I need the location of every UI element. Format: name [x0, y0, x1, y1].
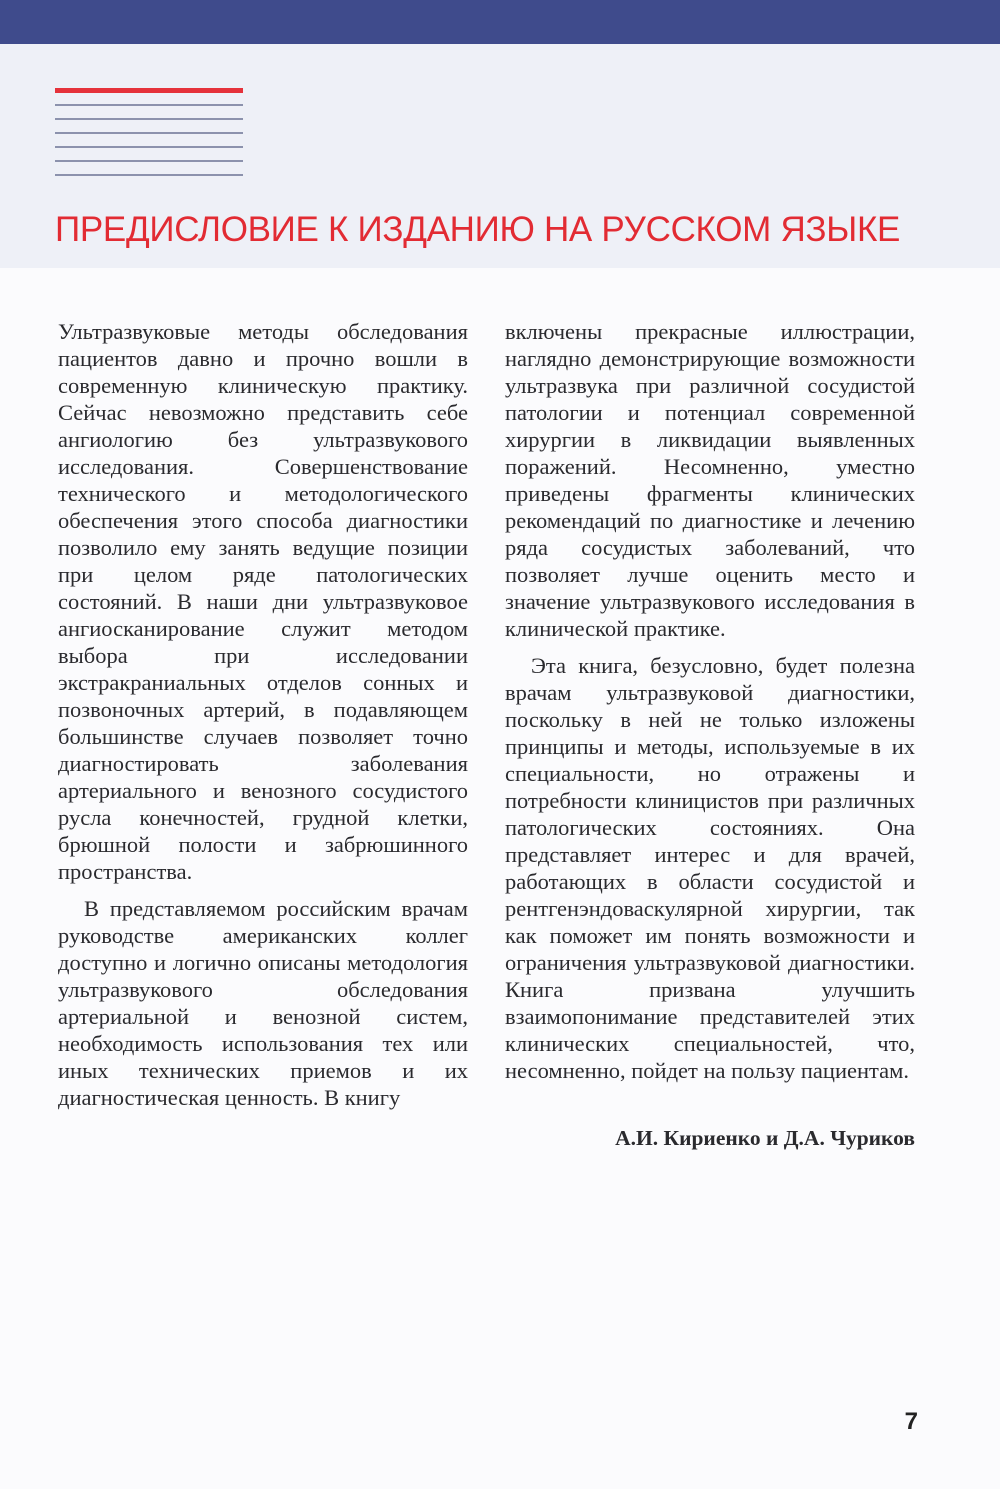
gray-rule — [55, 118, 243, 120]
page-title: ПРЕДИСЛОВИЕ К ИЗДАНИЮ НА РУССКОМ ЯЗЫКЕ — [55, 210, 901, 249]
top-color-bar — [0, 0, 1000, 44]
page-number: 7 — [904, 1408, 918, 1435]
red-rule — [55, 88, 243, 93]
gray-rule — [55, 174, 243, 176]
signature: А.И. Кириенко и Д.А. Чуриков — [615, 1126, 915, 1150]
gray-rule — [55, 160, 243, 162]
gray-rule — [55, 146, 243, 148]
paragraph: включены прекрасные иллюстрации, наглядно демонстрирующие возможности ультразвука при различной сосудистой патологии и потенциал современной хирургии в ликвидации выявленных поражений. Несомненно, уместно приведены фрагменты клинических рекомендаций по диагностике и лечению ряда сосудистых заболеваний, что позволяет лучше оценить место и значение ультразвукового исследования в клинической практике. — [505, 319, 915, 641]
left-column — [58, 318, 468, 1111]
gray-rule — [55, 132, 243, 134]
paragraph: Ультразвуковые методы обследования пациентов давно и прочно вошли в современную клиническую практику. Сейчас невозможно представить себе ангиологию без ультразвукового исследования. Совершенствование технического и методологического обеспечения этого способа диагностики позволило ему занять ведущие позиции при целом ряде патологических состояний. В наши дни ультразвуковое ангиосканирование служит методом выбора при исследовании экстракраниальных отделов сонных и позвоночных артерий, в подавляющем большинстве случаев позволяет точно диагностировать заболевания артериального и венозного сосудистого русла конечностей, грудной клетки, брюшной полости и забрюшинного пространства. — [58, 319, 468, 884]
right-column — [505, 318, 915, 1084]
paragraph: Эта книга, безусловно, будет полезна врачам ультразвуковой диагностики, поскольку в ней не только изложены принципы и методы, используемые в их специальности, но отражены и потребности клиницистов при различных патологических состояниях. Она представляет интерес и для врачей, работающих в области сосудистой и рентгенэндоваскулярной хирургии, так как поможет им понять возможности и ограничения ультразвуковой диагностики. Книга призвана улучшить взаимопонимание представителей этих клинических специальностей, что, несомненно, пойдет на пользу пациентам. — [505, 653, 915, 1083]
gray-rule — [55, 104, 243, 106]
paragraph: В представляемом российским врачам руководстве американских коллег доступно и логично описаны методология ультразвукового обследования артериальной и венозной систем, необходимость использования тех или иных технических приемов и их диагностическая ценность. В книгу — [58, 896, 468, 1110]
